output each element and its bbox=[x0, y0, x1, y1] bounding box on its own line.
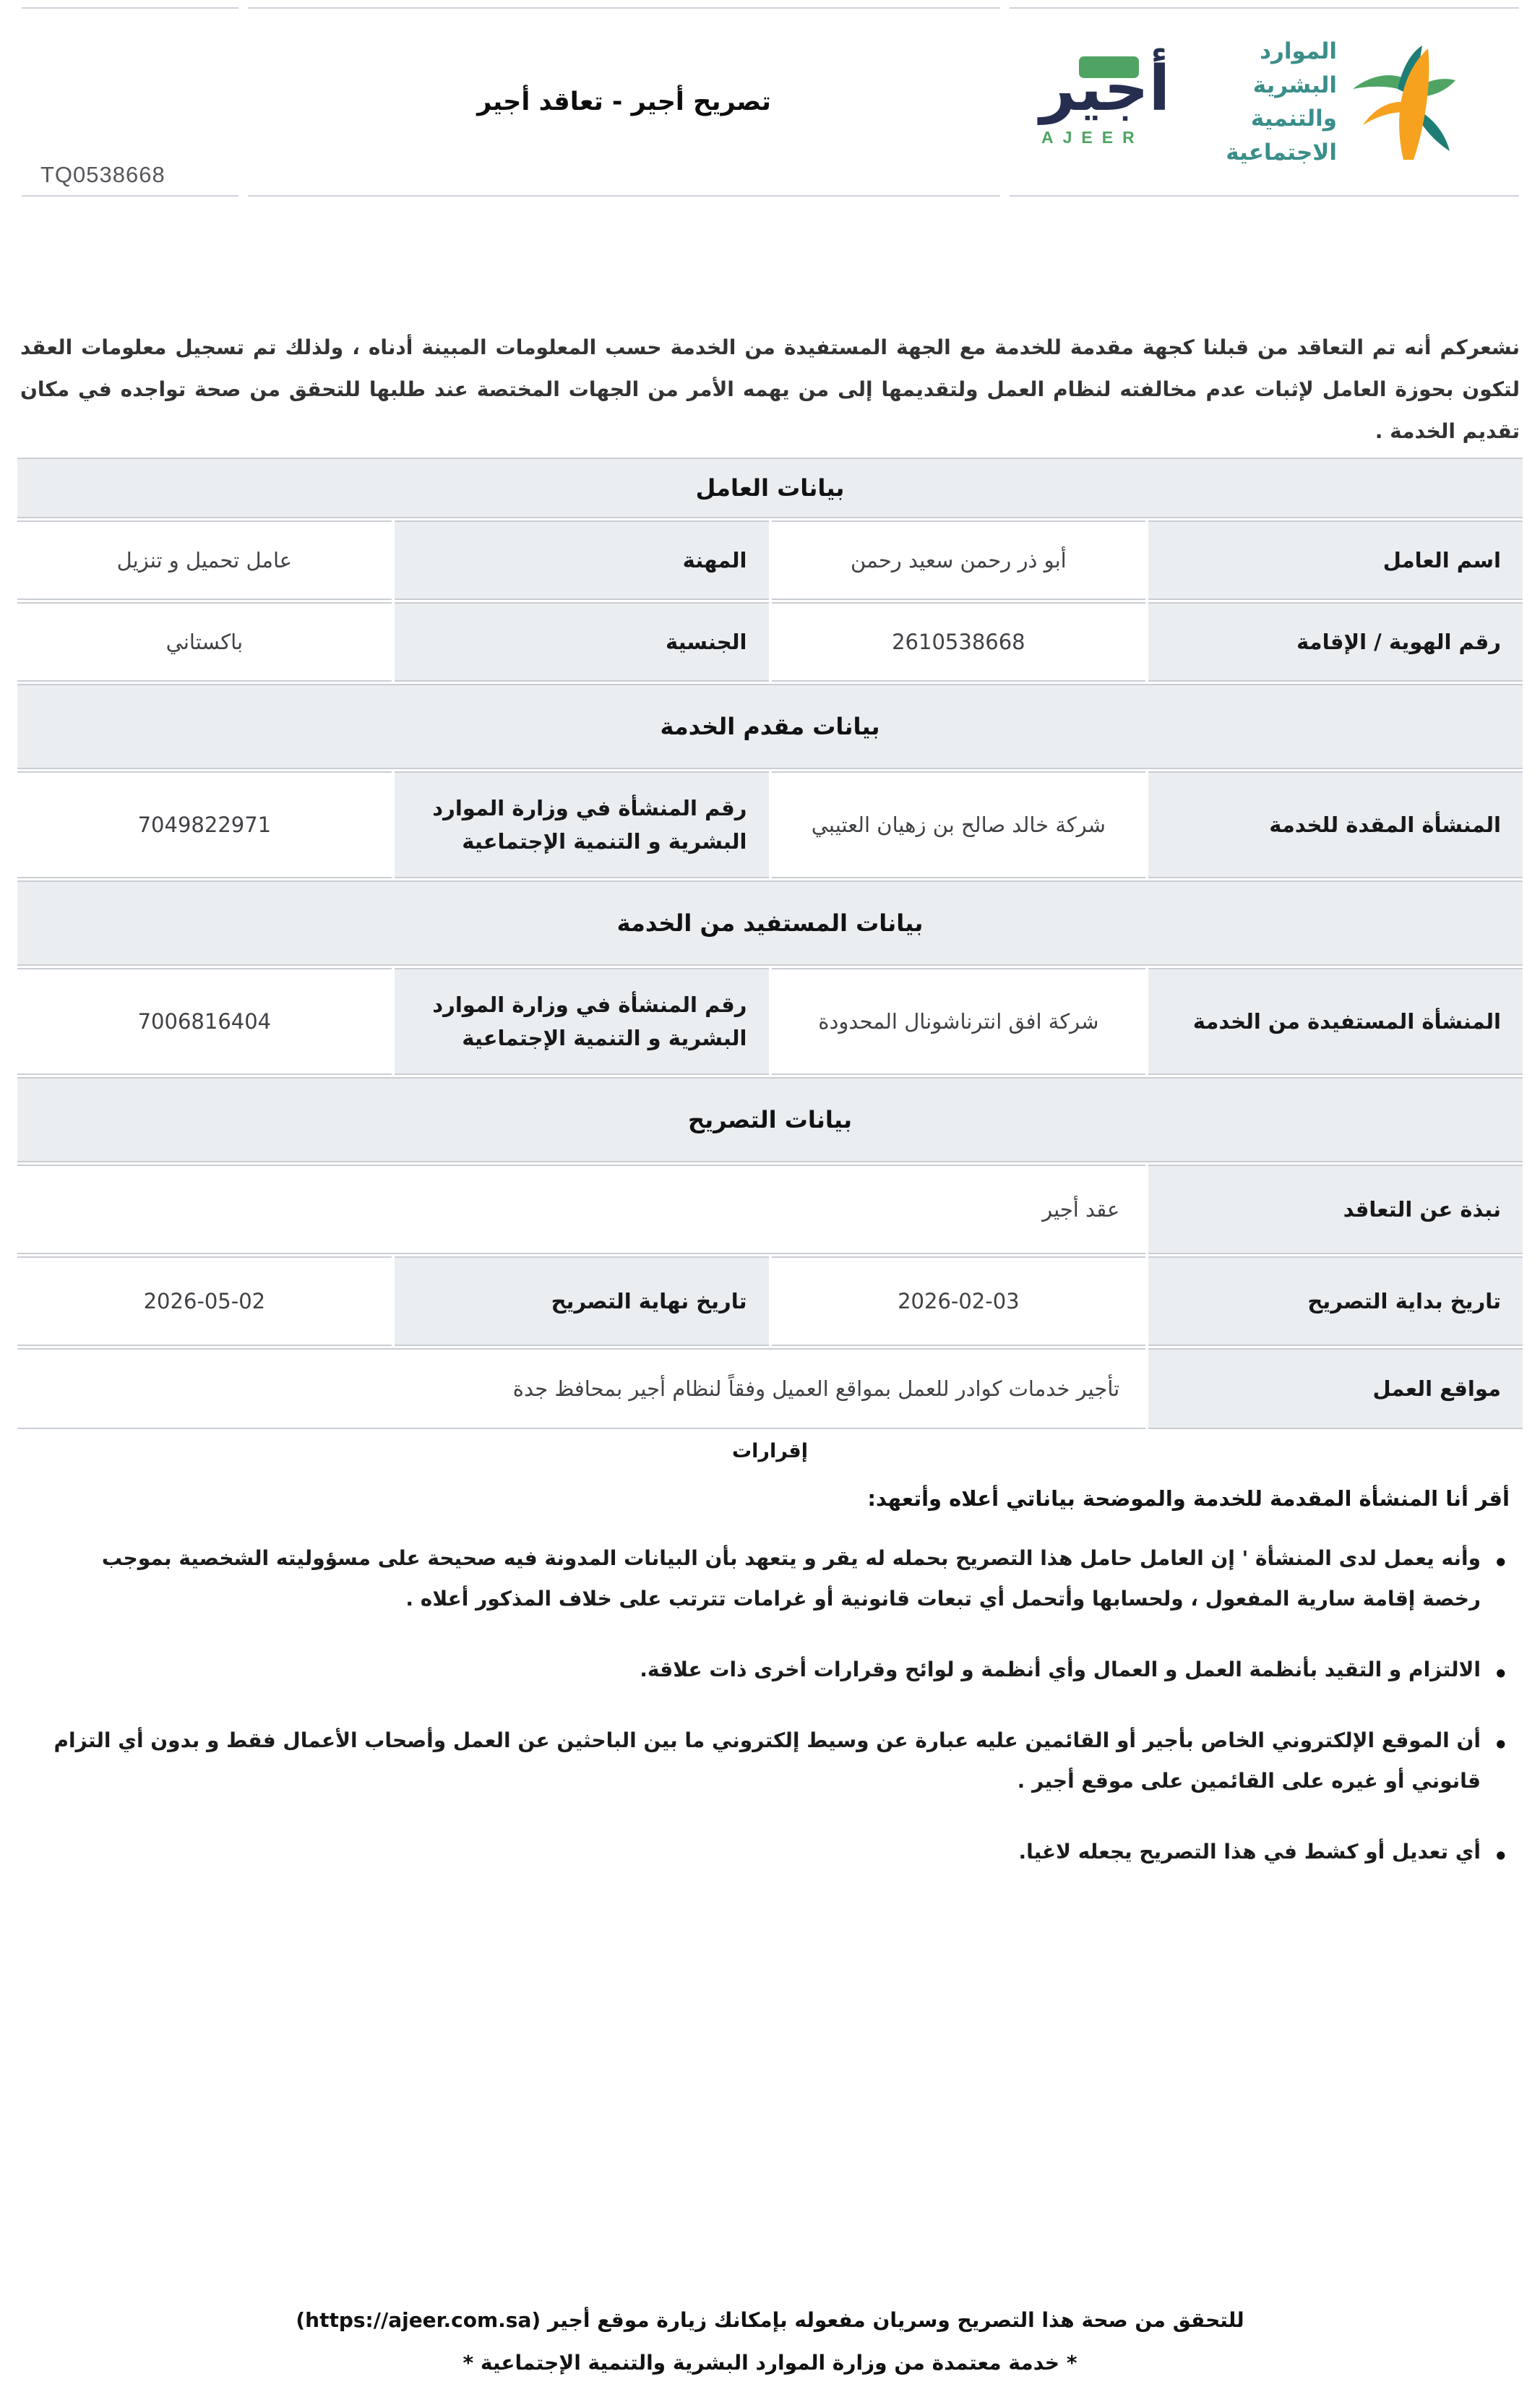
section-header-permit: بيانات التصريح bbox=[17, 1077, 1523, 1162]
permit-start-date-value: 2026-02-03 bbox=[772, 1256, 1146, 1346]
permit-about-value: عقد أجير bbox=[17, 1165, 1145, 1254]
permit-about-label: نبذة عن التعاقد bbox=[1148, 1165, 1523, 1254]
provider-establishment-value: شركة خالد صالح بن زهيان العتيبي bbox=[772, 771, 1146, 878]
header-cell-number bbox=[22, 7, 238, 197]
worker-nationality-label: الجنسية bbox=[395, 602, 769, 682]
declarations-intro: أقر أنا المنشأة المقدمة للخدمة والموضحة بياناتي أعلاه وأتعهد: bbox=[867, 1486, 1510, 1511]
document-header bbox=[22, 7, 1519, 197]
worker-name-value: أبو ذر رحمن سعيد رحمن bbox=[772, 520, 1146, 600]
footer-accredited-text: * خدمة معتمدة من وزارة الموارد البشرية والتنمية الإجتماعية * bbox=[463, 2351, 1077, 2375]
beneficiary-number-value: 7006816404 bbox=[17, 968, 392, 1075]
permit-end-date-label: تاريخ نهاية التصريح bbox=[395, 1256, 769, 1346]
beneficiary-establishment-value: شركة افق انترناشونال المحدودة bbox=[772, 968, 1146, 1075]
section-header-provider: بيانات مقدم الخدمة bbox=[17, 684, 1523, 769]
section-header-beneficiary: بيانات المستفيد من الخدمة bbox=[17, 880, 1523, 966]
declarations-title: إقرارات bbox=[732, 1440, 808, 1462]
permit-number: TQ0538668 bbox=[40, 162, 165, 187]
worker-id-value: 2610538668 bbox=[772, 602, 1146, 682]
permit-end-date-value: 2026-05-02 bbox=[17, 1256, 392, 1346]
declaration-item-1: • وأنه يعمل لدى المنشأة ' إن العامل حامل هذا التصريح بحمله له يقر و يتعهد بأن البيانات المدونة فيه صحيحة على مسؤوليته الشخصية بموجب رخصة إقامة سارية المفعول ، ولحسابها وأتحمل أي تبعات قانونية أو غرامات تترتب على خلاف المذكور أعلاه . bbox=[43, 1538, 1510, 1619]
declarations-list bbox=[43, 1538, 1510, 1903]
declaration-item-3: • أن الموقع الإلكتروني الخاص بأجير أو القائمين عليه عبارة عن وسيط إلكتروني ما بين الباحثين عن العمل وأصحاب الأعمال فقط و بدون أي التزام قانوني أو غيره على القائمين على موقع أجير . bbox=[43, 1720, 1510, 1801]
intro-paragraph: نشعركم أنه تم التعاقد من قبلنا كجهة مقدمة للخدمة مع الجهة المستفيدة من الخدمة حسب المعلومات المبينة أدناه ، ولذلك تم تسجيل معلومات العقد لتكون بحوزة العامل لإثبات عدم مخالفته لنظام العمل ولتقديمها إلى من يهمه الأمر من الجهات المختصة عند طلبها للتحقق من صحة تواجده في مكان تقديم الخدمة . bbox=[20, 335, 1520, 443]
worker-profession-label: المهنة bbox=[395, 520, 769, 600]
declaration-item-4: • أي تعديل أو كشط في هذا التصريح يجعله لاغيا. bbox=[43, 1832, 1510, 1872]
permit-data-table bbox=[14, 455, 1526, 1431]
provider-number-label: رقم المنشأة في وزارة الموارد البشرية و التنمية الإجتماعية bbox=[395, 771, 769, 878]
section-header-worker: بيانات العامل bbox=[17, 458, 1523, 518]
ministry-emblem-icon bbox=[1347, 44, 1455, 160]
worker-nationality-value: باكستاني bbox=[17, 602, 392, 682]
ministry-logo bbox=[1170, 35, 1455, 169]
provider-number-value: 7049822971 bbox=[17, 771, 392, 878]
document-footer bbox=[0, 2308, 1540, 2375]
header-cell-title bbox=[248, 7, 1000, 197]
permit-locations-label: مواقع العمل bbox=[1148, 1348, 1523, 1429]
header-cell-logos bbox=[1010, 7, 1519, 197]
worker-id-label: رقم الهوية / الإقامة bbox=[1148, 602, 1523, 682]
ajeer-wordmark-text: أجير bbox=[1040, 53, 1171, 126]
ministry-name-line2: والتنمية الاجتماعية bbox=[1226, 106, 1337, 166]
ajeer-wordmark bbox=[1040, 53, 1171, 126]
ajeer-caption: AJEER bbox=[1041, 127, 1144, 147]
permit-start-date-label: تاريخ بداية التصريح bbox=[1148, 1256, 1523, 1346]
footer-verify-text: للتحقق من صحة هذا التصريح وسريان مفعوله بإمكانك زيارة موقع أجير (https://ajeer.com.sa) bbox=[296, 2308, 1244, 2332]
ministry-name-line1: الموارد البشرية bbox=[1252, 38, 1337, 98]
beneficiary-number-label: رقم المنشأة في وزارة الموارد البشرية و التنمية الإجتماعية bbox=[395, 968, 769, 1075]
declaration-item-2: • الالتزام و التقيد بأنظمة العمل و العمال وأي أنظمة و لوائح وقرارات أخرى ذات علاقة. bbox=[43, 1650, 1510, 1690]
worker-name-label: اسم العامل bbox=[1148, 520, 1523, 600]
ministry-name bbox=[1170, 35, 1337, 169]
provider-establishment-label: المنشأة المقدة للخدمة bbox=[1148, 771, 1523, 878]
permit-locations-value: تأجير خدمات كوادر للعمل بمواقع العميل وفقاً لنظام أجير بمحافظ جدة bbox=[17, 1348, 1145, 1429]
worker-profession-value: عامل تحميل و تنزيل bbox=[17, 520, 392, 600]
ajeer-logo bbox=[1040, 53, 1171, 147]
beneficiary-establishment-label: المنشأة المستفيدة من الخدمة bbox=[1148, 968, 1523, 1075]
page-title: تصريح أجير - تعاقد أجير bbox=[477, 87, 771, 116]
